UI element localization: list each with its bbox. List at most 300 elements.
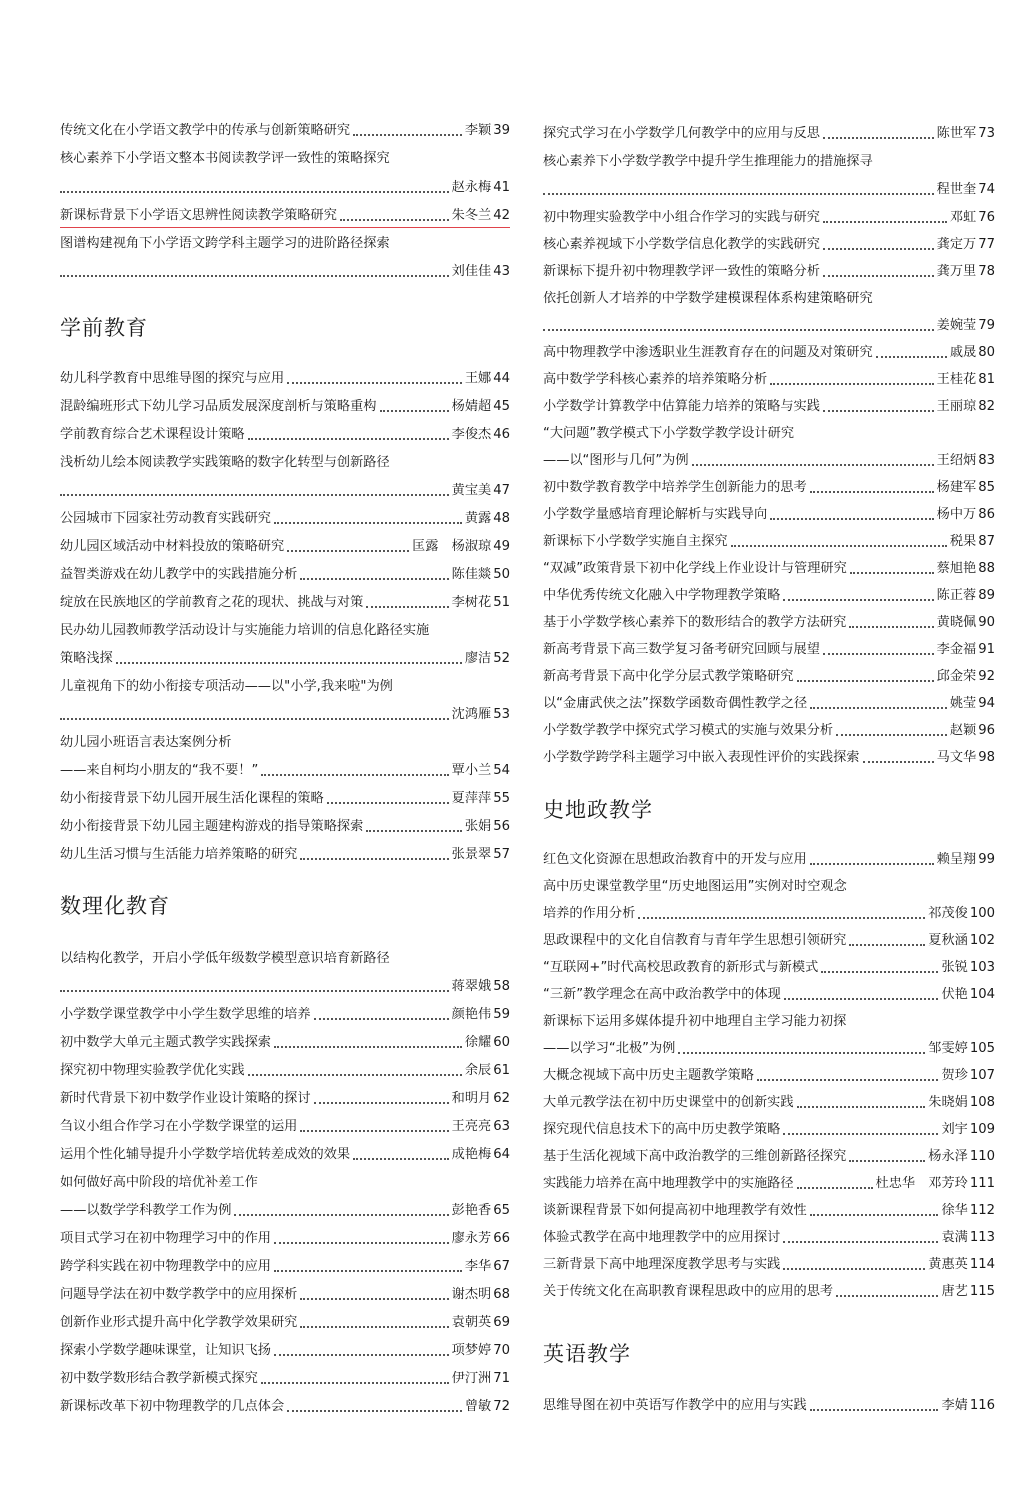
entry-page-number: 79 [978,318,995,333]
entry-title: 幼儿科学教育中思维导图的探究与应用 [60,371,285,386]
dot-leader [60,191,449,193]
entry-page-number: 48 [493,511,510,526]
toc-left-column [60,122,510,1422]
entry-title: 新课标下提升初中物理教学评一致性的策略分析 [543,264,820,279]
entry-title: 实践能力培养在高中地理教学中的实施路径 [543,1176,794,1191]
entry-page-number: 55 [493,791,510,806]
entry-page-number: 61 [493,1063,510,1078]
entry-author: 朱晓娟 [928,1095,968,1110]
entry-title: 以“金庸武侠之法”探数学函数奇偶性教学之径 [543,696,808,711]
entry-title: 混龄编班形式下幼儿学习品质发展深度剖析与策略重构 [60,399,377,414]
toc-entry [543,986,995,1004]
section-heading: 英语教学 [543,1342,631,1366]
toc-entry [60,1286,510,1304]
dot-leader [300,858,448,860]
toc-entry [543,1256,995,1274]
entry-title: 新课标背景下小学语文思辨性阅读教学策略研究 [60,208,337,223]
dot-leader [876,356,947,358]
dot-leader [274,1270,462,1272]
entry-page-number: 90 [978,615,995,630]
entry-author: 程世奎 [936,182,977,197]
entry-author: 王桂花 [936,372,977,387]
entry-page-number: 41 [493,180,510,195]
entry-author: 龚万里 [936,264,977,279]
entry-page-number: 99 [978,852,995,867]
toc-entry [60,1090,510,1108]
entry-page-number: 47 [493,483,510,498]
entry-title: 体验式教学在高中地理教学中的应用探讨 [543,1230,781,1245]
entry-page-number: 67 [493,1259,510,1274]
entry-author: 余辰 [464,1063,492,1078]
dot-leader [783,599,933,601]
toc-entry [543,125,995,143]
entry-author: 邱金荣 [936,669,977,684]
entry-page-number: 60 [493,1035,510,1050]
toc-entry [60,1314,510,1332]
toc-entry [60,1398,510,1416]
dot-leader [274,1354,449,1356]
entry-title: 绽放在民族地区的学前教育之花的现状、挑战与对策 [60,595,364,610]
toc-entry [543,1202,995,1220]
entry-author: 刘宇 [941,1122,968,1137]
entry-page-number: 66 [493,1231,510,1246]
entry-author: 匡露 杨淑琼 [412,539,492,554]
toc-entry [543,695,995,713]
dot-leader [300,1326,448,1328]
entry-author: 姜婉莹 [936,318,977,333]
entry-author: 黄露 [464,511,492,526]
entry-page-number: 54 [493,763,510,778]
entry-page-number: 89 [978,588,995,603]
dot-leader [543,329,934,331]
entry-page-number: 104 [969,987,995,1002]
dot-leader [327,802,449,804]
toc-entry [60,538,510,556]
entry-title: 核心素养下小学数学教学中提升学生推理能力的措施探寻 [543,154,873,169]
entry-author: 祁茂俊 [928,906,968,921]
dot-leader [274,1242,449,1244]
entry-title: 探索小学数学趣味课堂，让知识飞扬 [60,1343,271,1358]
toc-entry [60,426,510,444]
entry-page-number: 82 [978,399,995,414]
toc-entry [543,1067,995,1085]
entry-title: 高中物理教学中渗透职业生涯教育存在的问题及对策研究 [543,345,873,360]
dot-leader [797,1187,873,1189]
toc-entry-title-line [543,878,995,896]
dot-leader [810,1409,939,1411]
toc-entry [60,370,510,388]
toc-entry [543,560,995,578]
entry-title: 大概念视域下高中历史主题教学策略 [543,1068,754,1083]
entry-page-number: 103 [969,960,995,975]
entry-page-number: 105 [969,1041,995,1056]
entry-author: 赵永梅 [451,180,492,195]
entry-title: 小学数学跨学科主题学习中嵌入表现性评价的实践探索 [543,750,860,765]
dot-leader [261,774,448,776]
section-heading: 史地政教学 [543,798,653,822]
entry-title: 项目式学习在初中物理学习中的作用 [60,1231,271,1246]
entry-title: 初中数学教育教学中培养学生创新能力的思考 [543,480,807,495]
dot-leader [810,491,934,493]
entry-title: 核心素养视域下小学数学信息化教学的实践研究 [543,237,820,252]
toc-entry [543,932,995,950]
entry-page-number: 86 [978,507,995,522]
entry-page-number: 92 [978,669,995,684]
toc-entry [60,482,510,500]
entry-title: 小学数学计算教学中估算能力培养的策略与实践 [543,399,820,414]
entry-author: 覃小兰 [451,763,492,778]
entry-author: 王亮亮 [451,1119,492,1134]
entry-title: 如何做好高中阶段的培优补差工作 [60,1175,258,1190]
entry-page-number: 44 [493,371,510,386]
toc-entry [60,1230,510,1248]
toc-entry [60,1146,510,1164]
entry-title: 思政课程中的文化自信教育与青年学生思想引领研究 [543,933,847,948]
toc-entry [543,1148,995,1166]
entry-title: 浅析幼儿绘本阅读教学实践策略的数字化转型与创新路径 [60,455,390,470]
entry-author: 徐华 [941,1203,968,1218]
dot-leader [261,1382,449,1384]
entry-title: 新高考背景下高中化学分层式教学策略研究 [543,669,794,684]
toc-entry [60,179,510,197]
entry-title: 关于传统文化在高职教育课程思政中的应用的思考 [543,1284,834,1299]
entry-title: 培养的作用分析 [543,906,636,921]
entry-author: 杨婧超 [451,399,492,414]
entry-title: 小学数学量感培育理论解析与实践导向 [543,507,768,522]
entry-author: 赖呈翔 [936,852,977,867]
toc-entry [60,650,510,668]
entry-title: 小学数学教学中探究式学习模式的实施与效果分析 [543,723,834,738]
toc-entry [543,905,995,923]
toc-entry-title-line [60,1174,510,1192]
entry-title: 图谱构建视角下小学语文跨学科主题学习的进阶路径探索 [60,236,390,251]
entry-title: 思维导图在初中英语写作教学中的应用与实践 [543,1398,807,1413]
dot-leader [731,545,947,547]
toc-entry [543,263,995,281]
entry-title: 跨学科实践在初中物理教学中的应用 [60,1259,271,1274]
entry-author: 赵颖 [949,723,977,738]
toc-entry-title-line [60,235,510,253]
dot-leader [234,1214,448,1216]
toc-entry [60,566,510,584]
entry-page-number: 87 [978,534,995,549]
entry-author: 李俊杰 [451,427,492,442]
dot-leader [638,917,925,919]
toc-entry [543,1397,995,1415]
entry-author: 谢杰明 [451,1287,492,1302]
entry-title: 学前教育综合艺术课程设计策略 [60,427,245,442]
dot-leader [823,653,934,655]
entry-author: 贺珍 [941,1068,968,1083]
dot-leader [248,438,449,440]
entry-page-number: 56 [493,819,510,834]
entry-title: ——以学习“北极”为例 [543,1041,676,1056]
entry-author: 黄晓佩 [936,615,977,630]
toc-entry [60,1342,510,1360]
entry-page-number: 110 [969,1149,995,1164]
toc-entry [60,762,510,780]
toc-entry [60,846,510,864]
toc-entry [543,1175,995,1193]
entry-author: 李金福 [936,642,977,657]
toc-entry [543,722,995,740]
entry-title: 幼儿生活习惯与生活能力培养策略的研究 [60,847,298,862]
toc-entry [543,1229,995,1247]
dot-leader [821,971,938,973]
dot-leader [116,662,462,664]
toc-entry [543,749,995,767]
entry-title: “互联网+”时代高校思政教育的新形式与新模式 [543,960,819,975]
entry-title: 传统文化在小学语文教学中的传承与创新策略研究 [60,123,351,138]
toc-entry [543,479,995,497]
toc-entry [543,506,995,524]
entry-title: 初中物理实验教学中小组合作学习的实践与研究 [543,210,820,225]
entry-page-number: 53 [493,707,510,722]
entry-author: 张锐 [941,960,968,975]
entry-author: 王绍炳 [936,453,977,468]
entry-author: 李树花 [451,595,492,610]
entry-title: 红色文化资源在思想政治教育中的开发与应用 [543,852,807,867]
entry-author: 陈佳燚 [451,567,492,582]
toc-entry-title-line [60,734,510,752]
toc-entry [60,122,510,140]
dot-leader [810,863,934,865]
dot-leader [849,1160,925,1162]
dot-leader [797,680,934,682]
dot-leader [287,382,462,384]
entry-page-number: 71 [493,1371,510,1386]
toc-entry-title-line [543,153,995,171]
dot-leader [823,137,934,139]
entry-page-number: 102 [969,933,995,948]
entry-page-number: 70 [493,1343,510,1358]
entry-title: 新时代背景下初中数学作业设计策略的探讨 [60,1091,311,1106]
entry-author: 杨永泽 [928,1149,968,1164]
entry-title: 基于小学数学核心素养下的数形结合的教学方法研究 [543,615,847,630]
entry-author: 李颖 [464,123,492,138]
dot-leader [366,606,448,608]
dot-leader [810,1214,939,1216]
entry-page-number: 64 [493,1147,510,1162]
dot-leader [836,734,947,736]
entry-author: 戚晟 [949,345,977,360]
toc-entry [60,1062,510,1080]
toc-entry [543,614,995,632]
entry-title: “双减”政策背景下初中化学线上作业设计与管理研究 [543,561,847,576]
entry-author: 陈正蓉 [936,588,977,603]
entry-page-number: 100 [969,906,995,921]
entry-page-number: 62 [493,1091,510,1106]
toc-entry [60,1370,510,1388]
dot-leader [849,944,925,946]
toc-entry [60,263,510,281]
dot-leader [783,1241,938,1243]
entry-title: 谈新课程背景下如何提高初中地理教学有效性 [543,1203,807,1218]
entry-page-number: 85 [978,480,995,495]
entry-author: 沈鸿雁 [451,707,492,722]
dot-leader [836,1295,938,1297]
entry-author: 李华 [464,1259,492,1274]
entry-author: 杜忠华 邓芳玲 [875,1176,968,1191]
entry-page-number: 88 [978,561,995,576]
entry-author: 和明月 [451,1091,492,1106]
toc-entry [543,668,995,686]
dot-leader [274,522,462,524]
dot-leader [823,248,934,250]
dot-leader [274,1046,462,1048]
entry-author: 张娟 [464,819,492,834]
entry-page-number: 68 [493,1287,510,1302]
toc-entry [543,851,995,869]
dot-leader [823,410,934,412]
dot-leader [797,1106,926,1108]
entry-page-number: 94 [978,696,995,711]
entry-author: 张景翠 [451,847,492,862]
toc-entry-title-line [60,950,510,968]
dot-leader [287,1410,462,1412]
entry-author: 廖洁 [464,651,492,666]
entry-page-number: 83 [978,453,995,468]
entry-page-number: 39 [493,123,510,138]
entry-page-number: 96 [978,723,995,738]
entry-title: 策略浅探 [60,651,113,666]
entry-page-number: 78 [978,264,995,279]
entry-title: 中华优秀传统文化融入中学物理教学策略 [543,588,781,603]
entry-page-number: 63 [493,1119,510,1134]
entry-page-number: 80 [978,345,995,360]
entry-title: 新课标下小学数学实施自主探究 [543,534,728,549]
entry-title: 益智类游戏在幼儿教学中的实践措施分析 [60,567,298,582]
entry-title: 幼儿园区域活动中材料投放的策略研究 [60,539,285,554]
toc-entry [543,641,995,659]
toc-entry-title-line [543,1013,995,1031]
toc-entry [60,1118,510,1136]
entry-title: 核心素养下小学语文整本书阅读教学评一致性的策略探究 [60,151,390,166]
section-heading: 数理化教育 [60,894,170,918]
entry-title: 依托创新人才培养的中学数学建模课程体系构建策略研究 [543,291,873,306]
dot-leader [60,494,449,496]
dot-leader [300,1130,448,1132]
entry-title: 小学数学课堂教学中小学生数学思维的培养 [60,1007,311,1022]
toc-entry [60,594,510,612]
entry-author: 邹雯婷 [928,1041,968,1056]
entry-author: 蔡旭艳 [936,561,977,576]
entry-page-number: 107 [969,1068,995,1083]
entry-page-number: 42 [493,208,510,223]
entry-title: 运用个性化辅导提升小学数学培优转差成效的效果 [60,1147,351,1162]
toc-right-column [543,122,995,1422]
entry-author: 伊汀洲 [451,1371,492,1386]
entry-title: 探究现代信息技术下的高中历史教学策略 [543,1122,781,1137]
entry-page-number: 113 [969,1230,995,1245]
entry-title: 新课标下运用多媒体提升初中地理自主学习能力初探 [543,1014,847,1029]
dot-leader [783,1268,925,1270]
toc-entry [543,959,995,977]
toc-entry [543,587,995,605]
entry-author: 伏艳 [941,987,968,1002]
entry-page-number: 58 [493,979,510,994]
entry-title: 初中数学数形结合教学新模式探究 [60,1371,258,1386]
entry-page-number: 81 [978,372,995,387]
entry-author: 夏秋涵 [928,933,968,948]
entry-author: 龚定万 [936,237,977,252]
dot-leader [810,707,947,709]
entry-author: 彭艳香 [451,1203,492,1218]
entry-author: 廖永芳 [451,1231,492,1246]
dot-leader [823,221,947,223]
dot-leader [353,1158,449,1160]
toc-entry [60,1258,510,1276]
toc-entry-title-line [60,150,510,168]
toc-entry [543,1283,995,1301]
toc-entry [60,978,510,996]
toc-entry [543,1094,995,1112]
entry-title: 刍议小组合作学习在小学数学课堂的运用 [60,1119,298,1134]
toc-entry-title-line [543,290,995,308]
entry-page-number: 108 [969,1095,995,1110]
entry-title: 幼儿园小班语言表达案例分析 [60,735,232,750]
toc-entry [60,510,510,528]
entry-page-number: 76 [978,210,995,225]
entry-author: 杨中万 [936,507,977,522]
entry-page-number: 112 [969,1203,995,1218]
entry-author: 颜艳伟 [451,1007,492,1022]
toc-entry-title-line [60,678,510,696]
entry-title: 问题导学法在初中数学教学中的应用探析 [60,1287,298,1302]
entry-page-number: 57 [493,847,510,862]
entry-page-number: 114 [969,1257,995,1272]
toc-entry [543,452,995,470]
entry-author: 王丽琼 [936,399,977,414]
entry-title: 大单元教学法在初中历史课堂中的创新实践 [543,1095,794,1110]
toc-entry [543,1121,995,1139]
dot-leader [353,134,462,136]
entry-page-number: 98 [978,750,995,765]
dot-leader [287,550,409,552]
toc-entry [543,317,995,335]
toc-entry [60,1034,510,1052]
entry-title: 儿童视角下的幼小衔接专项活动——以"小学,我来啦"为例 [60,679,393,694]
dot-leader [366,830,462,832]
entry-author: 蒋翠娥 [451,979,492,994]
entry-author: 姚莹 [949,696,977,711]
dot-leader [850,572,934,574]
entry-author: 徐耀 [464,1035,492,1050]
entry-page-number: 74 [978,182,995,197]
dot-leader [314,1102,449,1104]
entry-page-number: 46 [493,427,510,442]
entry-title: “三新”教学理念在高中政治教学中的体现 [543,987,781,1002]
entry-page-number: 73 [978,126,995,141]
entry-author: 唐艺 [941,1284,968,1299]
entry-page-number: 91 [978,642,995,657]
entry-author: 王娜 [464,371,492,386]
entry-page-number: 69 [493,1315,510,1330]
dot-leader [757,1079,938,1081]
entry-page-number: 65 [493,1203,510,1218]
entry-title: 基于生活化视域下高中政治教学的三维创新路径探究 [543,1149,847,1164]
toc-entry [60,1006,510,1024]
entry-title: 初中数学大单元主题式教学实践探索 [60,1035,271,1050]
entry-author: 朱冬兰 [451,208,492,223]
entry-author: 邓虹 [949,210,977,225]
dot-leader [314,1018,449,1020]
toc-entry-title-line [543,425,995,443]
entry-page-number: 116 [969,1398,995,1413]
entry-author: 李婧 [941,1398,968,1413]
dot-leader [784,998,939,1000]
toc-entry [543,344,995,362]
